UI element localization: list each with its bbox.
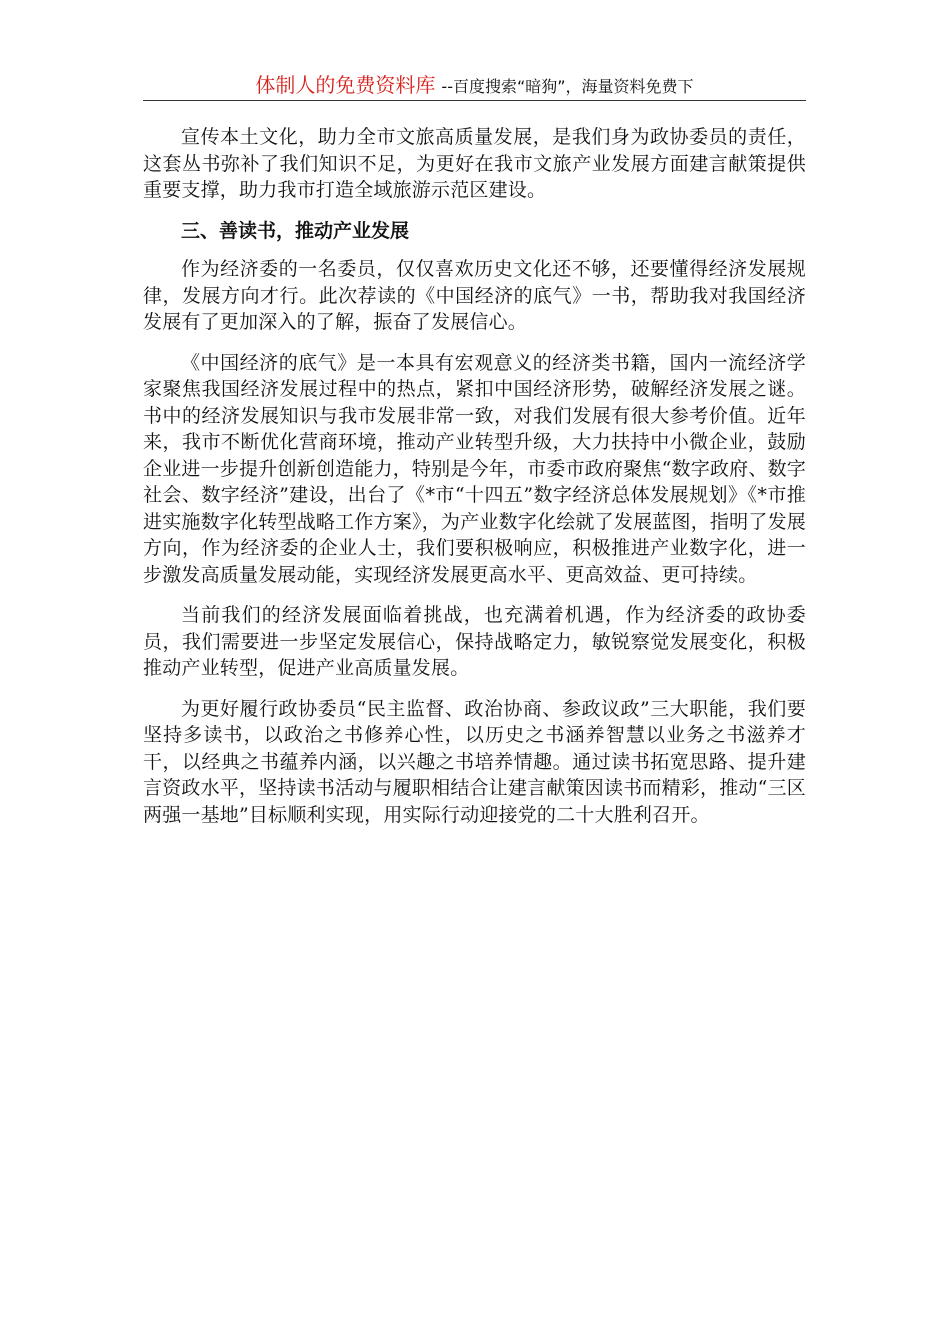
section-heading-3: 三、善读书，推动产业发展 — [181, 219, 410, 242]
paragraph-conclusion: 为更好履行政协委员“民主监督、政治协商、参政议政”三大职能，我们要坚持多读书，以政治之书修养心性，以历史之书涵养智慧以业务之书滋养才干，以经典之书蕴养内涵，以兴趣之书培养情趣。通过读书拓宽思路、提升建言资政水平，坚持读书活动与履职相结合让建言献策因读书而精彩，推动“三区两强一基地”目标顺利实现，用实际行动迎接党的二十大胜利召开。 — [143, 697, 806, 826]
header-brand: 体制人的免费资料库 — [255, 73, 436, 97]
header-tagline: --百度搜索“暗狗”，海量资料免费下 — [441, 77, 694, 96]
page-header — [143, 70, 806, 101]
paragraph-book-review: 《中国经济的底气》是一本具有宏观意义的经济类书籍，国内一流经济学家聚焦我国经济发展过程中的热点，紧扣中国经济形势，破解经济发展之谜。书中的经济发展知识与我市发展非常一致，对我们发展有很大参考价值。近年来，我市不断优化营商环境，推动产业转型升级，大力扶持中小微企业，鼓励企业进一步提升创新创造能力，特别是今年，市委市政府聚焦“数字政府、数字社会、数字经济”建设，出台了《*市“十四五”数字经济总体发展规划》《*市推进实施数字化转型战略工作方案》，为产业数字化绘就了发展蓝图，指明了发展方向，作为经济委的企业人士，我们要积极响应，积极推进产业数字化，进一步激发高质量发展动能，实现经济发展更高水平、更高效益、更可持续。 — [143, 351, 806, 586]
document-body — [143, 124, 806, 842]
paragraph-economy-intro: 作为经济委的一名委员，仅仅喜欢历史文化还不够，还要懂得经济发展规律，发展方向才行。此次荐读的《中国经济的底气》一书，帮助我对我国经济发展有了更加深入的了解，振奋了发展信心。 — [143, 258, 806, 333]
paragraph-challenges: 当前我们的经济发展面临着挑战，也充满着机遇，作为经济委的政协委员，我们需要进一步坚定发展信心，保持战略定力，敏锐察觉发展变化，积极推动产业转型，促进产业高质量发展。 — [143, 604, 806, 679]
paragraph-culture: 宣传本土文化，助力全市文旅高质量发展，是我们身为政协委员的责任，这套丛书弥补了我们知识不足，为更好在我市文旅产业发展方面建言献策提供重要支撑，助力我市打造全域旅游示范区建设。 — [143, 126, 806, 201]
